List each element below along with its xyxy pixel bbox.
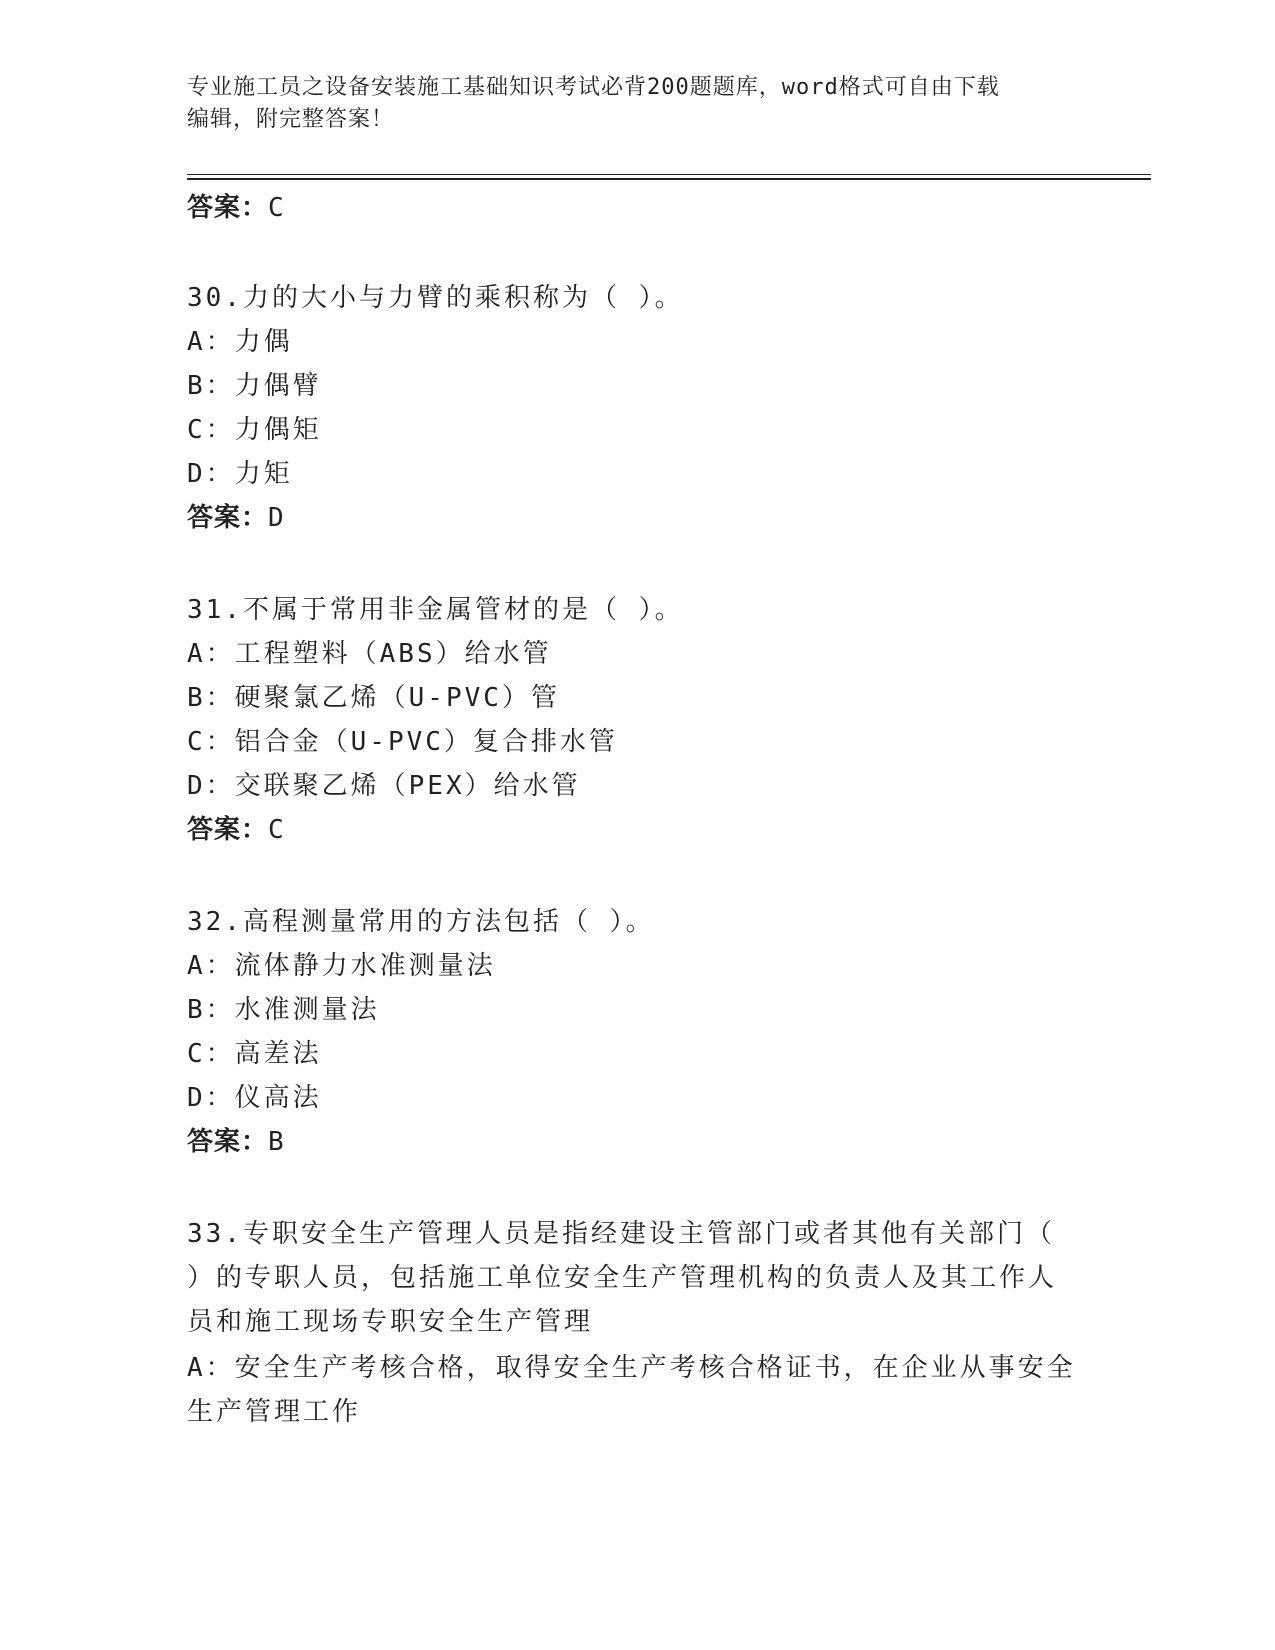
document-header: [187, 72, 1087, 136]
question-33-stem-line-1: 33.专职安全生产管理人员是指经建设主管部门或者其他有关部门（: [187, 1219, 1055, 1249]
question-32-option-c: C：高差法: [187, 1039, 322, 1069]
question-30-option-a: A：力偶: [187, 327, 293, 357]
question-33-option-a-line-1: A：安全生产考核合格，取得安全生产考核合格证书，在企业从事安全: [187, 1353, 1076, 1383]
question-33-stem-line-2: ）的专职人员，包括施工单位安全生产管理机构的负责人及其工作人: [187, 1263, 1058, 1293]
header-divider-thin: [187, 174, 1151, 175]
header-line-2: 编辑，附完整答案！: [187, 107, 395, 132]
question-30-option-c: C：力偶矩: [187, 415, 322, 445]
answer-label: 答案：: [187, 1127, 269, 1157]
answer-value: C: [268, 193, 285, 223]
header-divider-thick: [187, 178, 1151, 180]
answer-value: D: [268, 503, 285, 533]
question-31-stem: 31.不属于常用非金属管材的是（ ）。: [187, 595, 684, 625]
question-33-option-a-line-2: 生产管理工作: [187, 1397, 362, 1427]
header-line-1: 专业施工员之设备安装施工基础知识考试必背200题题库，word格式可自由下载: [187, 75, 1000, 100]
question-30-answer: [187, 500, 285, 536]
answer-value: B: [268, 1127, 285, 1157]
question-30-option-d: D：力矩: [187, 459, 293, 489]
question-30-stem: 30.力的大小与力臂的乘积称为（ ）。: [187, 283, 684, 313]
answer-label: 答案：: [187, 503, 269, 533]
question-31-option-c: C：铝合金（U-PVC）复合排水管: [187, 727, 618, 757]
question-32-option-b: B：水准测量法: [187, 995, 380, 1025]
answer-prev: [187, 190, 285, 226]
question-31-answer: [187, 812, 285, 848]
question-31-option-d: D：交联聚乙烯（PEX）给水管: [187, 771, 581, 801]
question-32-answer: [187, 1124, 285, 1160]
question-31-option-b: B：硬聚氯乙烯（U-PVC）管: [187, 683, 560, 713]
question-32-option-a: A：流体静力水准测量法: [187, 951, 496, 981]
question-31-option-a: A：工程塑料（ABS）给水管: [187, 639, 552, 669]
answer-label: 答案：: [187, 815, 269, 845]
question-33-stem-line-3: 员和施工现场专职安全生产管理: [187, 1307, 594, 1337]
question-32-stem: 32.高程测量常用的方法包括（ ）。: [187, 907, 655, 937]
question-30-option-b: B：力偶臂: [187, 371, 322, 401]
answer-label: 答案：: [187, 193, 269, 223]
answer-value: C: [268, 815, 285, 845]
question-32-option-d: D：仪高法: [187, 1083, 322, 1113]
